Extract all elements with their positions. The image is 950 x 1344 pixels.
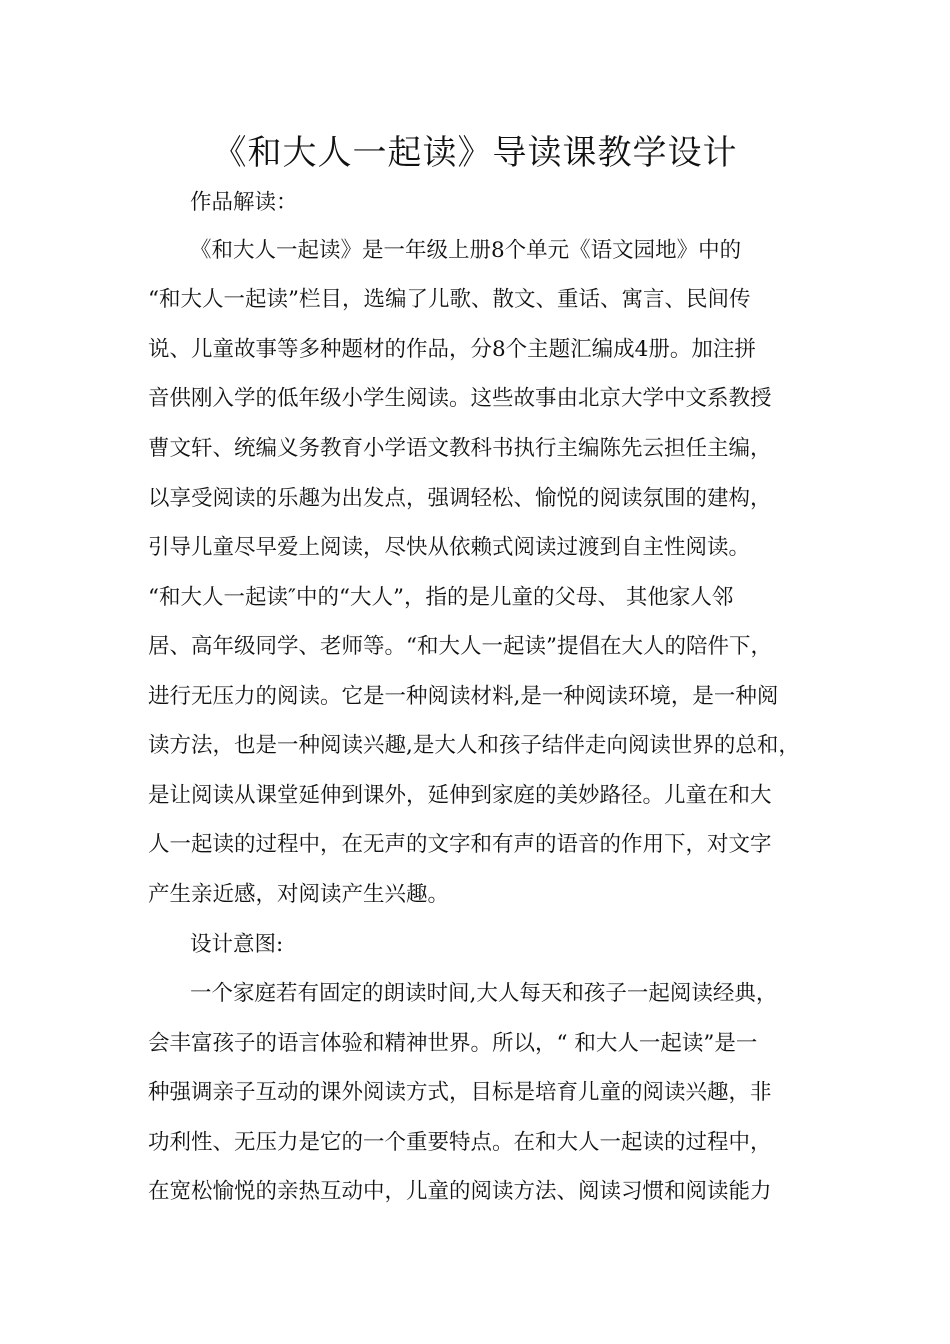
paragraph-line: 读方法，也是一种阅读兴趣,是大人和孩子结伴走向阅读世界的总和， xyxy=(148,733,800,758)
paragraph-line: 音供刚入学的低年级小学生阅读。这些故事由北京大学中文系教授 xyxy=(148,386,772,411)
paragraph-line: 功利性、无压力是它的一个重要特点。在和大人一起读的过程中， xyxy=(148,1130,772,1155)
paragraph-line: 在宽松愉悦的亲热互动中，儿童的阅读方法、阅读习惯和阅读能力 xyxy=(148,1179,772,1204)
paragraph-line: 《和大人一起读》是一年级上册8个单元《语文园地》中的 xyxy=(190,238,742,263)
paragraph-line: “和大人一起读″中的“大人”，指的是儿童的父母、 其他家人邻 xyxy=(148,585,734,610)
paragraph-line: 说、儿童故事等多种题材的作品，分8个主题汇编成4册。加注拼 xyxy=(148,337,756,362)
paragraph-line: 曹文轩、统编义务教育小学语文教科书执行主编陈先云担任主编， xyxy=(148,436,772,461)
paragraph-line: 居、高年级同学、老师等。“和大人一起读”提倡在大人的陪件下， xyxy=(148,634,772,659)
page-title: 《和大人一起读》导读课教学设计 xyxy=(212,133,738,173)
section-heading-design-intent: 设计意图: xyxy=(190,932,284,957)
paragraph-line: 以享受阅读的乐趣为出发点，强调轻松、愉悦的阅读氛围的建构， xyxy=(148,486,772,511)
paragraph-line: 会丰富孩子的语言体验和精神世界。所以，“ 和大人一起读”是一 xyxy=(148,1031,758,1056)
paragraph-line: 产生亲近感，对阅读产生兴趣。 xyxy=(148,882,450,907)
paragraph-line: 一个家庭若有固定的朗读时间,大人每天和孩子一起阅读经典， xyxy=(190,981,778,1006)
paragraph-line: 种强调亲子互动的课外阅读方式，目标是培育儿童的阅读兴趣，非 xyxy=(148,1080,772,1105)
paragraph-line: 引导儿童尽早爱上阅读，尽快从依赖式阅读过渡到自主性阅读。 xyxy=(148,535,751,560)
paragraph-line: 是让阅读从课堂延伸到课外，延伸到家庭的美妙路径。儿童在和大 xyxy=(148,783,772,808)
paragraph-line: “和大人一起读”栏目，选编了儿歌、散文、重话、寓言、民间传 xyxy=(148,287,751,312)
paragraph-line: 人一起读的过程中，在无声的文字和有声的语音的作用下，对文字 xyxy=(148,832,772,857)
paragraph-line: 进行无压力的阅读。它是一种阅读材料,是一种阅读环境，是一种阅 xyxy=(148,684,779,709)
section-heading-interpretation: 作品解读： xyxy=(190,190,298,215)
